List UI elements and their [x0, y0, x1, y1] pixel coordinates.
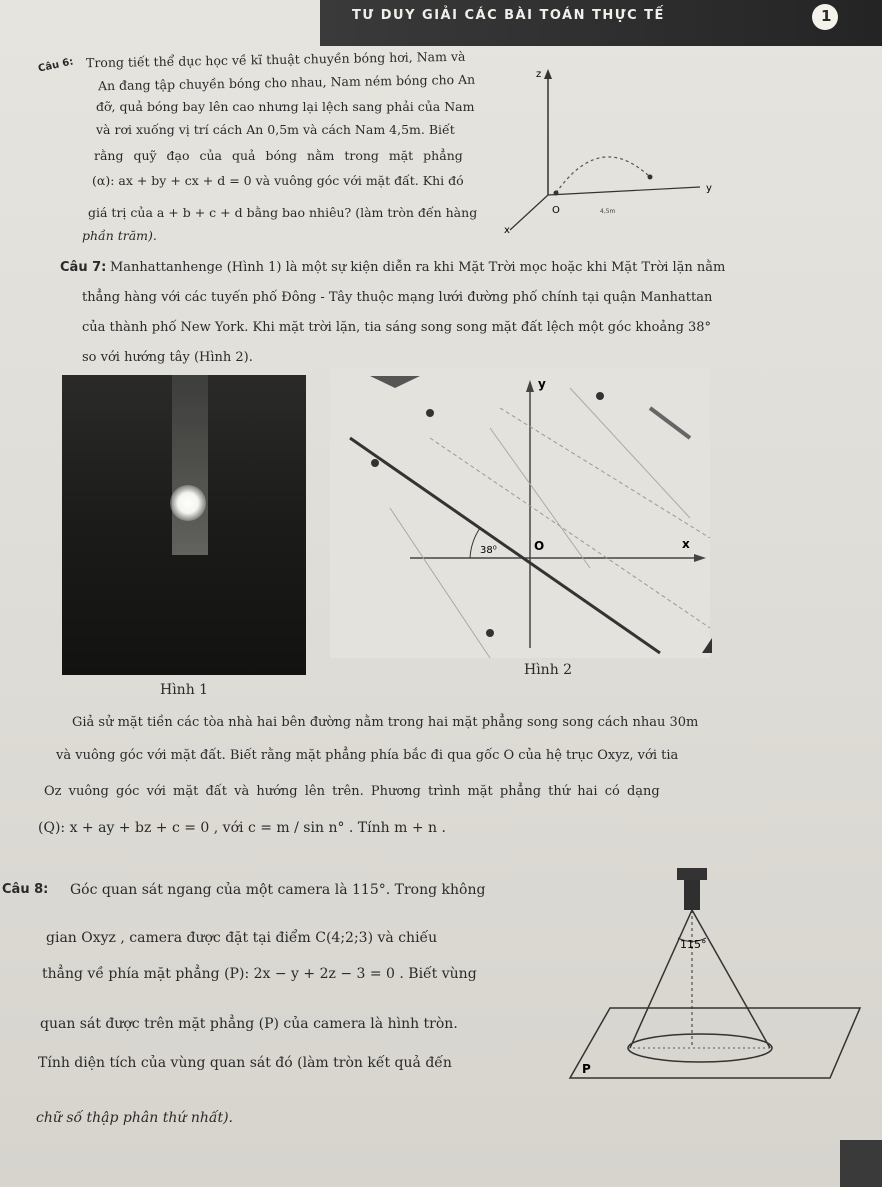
q6-line-5: rằng quỹ đạo của quả bóng nằm trong mặt phẳng — [94, 148, 463, 163]
angle-label: 38⁰ — [480, 545, 497, 556]
q7-after-2: và vuông góc với mặt đất. Biết rằng mặt phẳng phía bắc đi qua gốc O của hệ trục Oxyz, với tia — [56, 748, 679, 763]
q6-line-2: An đang tập chuyền bóng cho nhau, Nam ném bóng cho An — [97, 71, 476, 94]
view-cone-right — [692, 910, 770, 1048]
q7-line-1: Manhattanhenge (Hình 1) là một sự kiện diễn ra khi Mặt Trời mọc hoặc khi Mặt Trời lặn nằm — [110, 260, 726, 275]
z-arrow-icon — [544, 69, 552, 79]
map-pin-icon — [596, 392, 604, 400]
map-origin-label: O — [534, 539, 545, 553]
camera-mount — [677, 868, 707, 880]
q7-line-2: thẳng hàng với các tuyến phố Đông - Tây thuộc mạng lưới đường phố chính tại quận Manhattan — [82, 290, 713, 305]
map-y-label: y — [538, 377, 546, 391]
page-corner-shadow — [840, 1140, 882, 1187]
header-banner — [320, 0, 882, 46]
q6-line-8: phần trăm). — [82, 228, 157, 243]
camera-body — [684, 880, 700, 910]
fig2-caption: Hình 2 — [524, 662, 573, 678]
nam-point — [554, 191, 559, 196]
q8-label: Câu 8: — [2, 882, 49, 897]
q8-line-5: Tính diện tích của vùng quan sát đó (làm tròn kết quả đến — [38, 1055, 452, 1071]
q7-line-4: so với hướng tây (Hình 2). — [82, 350, 253, 365]
x-axis — [510, 195, 548, 230]
q6-line-3: đỡ, quả bóng bay lên cao nhưng lại lệch sang phải của Nam — [96, 99, 475, 114]
q8-line-2: gian Oxyz , camera được đặt tại điểm C(4;2;3) và chiếu — [46, 930, 438, 946]
q8-line-3: thẳng về phía mặt phẳng (P): 2x − y + 2z − 3 = 0 . Biết vùng — [42, 966, 477, 982]
map-pin-icon — [371, 459, 379, 467]
q6-label: Câu 6: — [37, 56, 75, 75]
logo-icon — [812, 4, 838, 30]
q6-line-7: giá trị của a + b + c + d bằng bao nhiêu? (làm tròn đến hàng — [88, 205, 478, 220]
q8-line-6: chữ số thập phân thứ nhất). — [36, 1110, 233, 1126]
q8-line-1: Góc quan sát ngang của một camera là 115°. Trong không — [70, 882, 486, 898]
logo-text: 1 — [821, 7, 832, 25]
z-label: z — [536, 69, 542, 80]
fig1-caption: Hình 1 — [160, 682, 209, 698]
q6-line-6: (α): ax + by + cx + d = 0 và vuông góc với mặt đất. Khi đó — [92, 173, 464, 188]
map-pin-icon — [426, 409, 434, 417]
y-label: y — [706, 183, 712, 194]
header-title: TƯ DUY GIẢI CÁC BÀI TOÁN THỰC TẾ — [352, 8, 665, 23]
camera-figure — [560, 868, 860, 1088]
view-cone-left — [630, 910, 692, 1048]
photo-light-beam — [172, 375, 208, 555]
street-map-figure — [330, 368, 710, 658]
camera-angle-label: 115° — [680, 938, 707, 951]
q7-after-4: (Q): x + ay + bz + c = 0 , với c = m / sin n° . Tính m + n . — [38, 820, 446, 836]
plane-p — [570, 1008, 860, 1078]
x-label: x — [504, 225, 510, 236]
ball-trajectory — [556, 157, 650, 193]
y-axis — [548, 187, 700, 195]
q6-figure — [500, 55, 740, 235]
photo-sun — [170, 485, 206, 521]
ball-landing-point — [648, 175, 653, 180]
map-pin-icon — [486, 629, 494, 637]
map-x-label: x — [682, 537, 690, 551]
q6-line-4: và rơi xuống vị trí cách An 0,5m và cách Nam 4,5m. Biết — [96, 122, 455, 137]
q7-line-3: của thành phố New York. Khi mặt trời lặn, tia sáng song song mặt đất lệch một góc khoảng 38° — [82, 320, 712, 335]
q7-after-3: Oz vuông góc với mặt đất và hướng lên trên. Phương trình mặt phẳng thứ hai có dạng — [44, 784, 660, 799]
q8-line-4: quan sát được trên mặt phẳng (P) của camera là hình tròn. — [40, 1016, 458, 1032]
q7-label: Câu 7: — [60, 260, 107, 275]
manhattanhenge-photo — [62, 375, 306, 675]
q7-after-1: Giả sử mặt tiền các tòa nhà hai bên đường nằm trong hai mặt phẳng song song cách nhau 30m — [72, 715, 699, 730]
q6-line-1: Trong tiết thể dục học về kĩ thuật chuyền bóng hơi, Nam và — [85, 48, 466, 71]
origin-label: O — [552, 205, 560, 216]
distance-label: 4,5m — [600, 208, 616, 215]
plane-label: P — [582, 1062, 591, 1076]
